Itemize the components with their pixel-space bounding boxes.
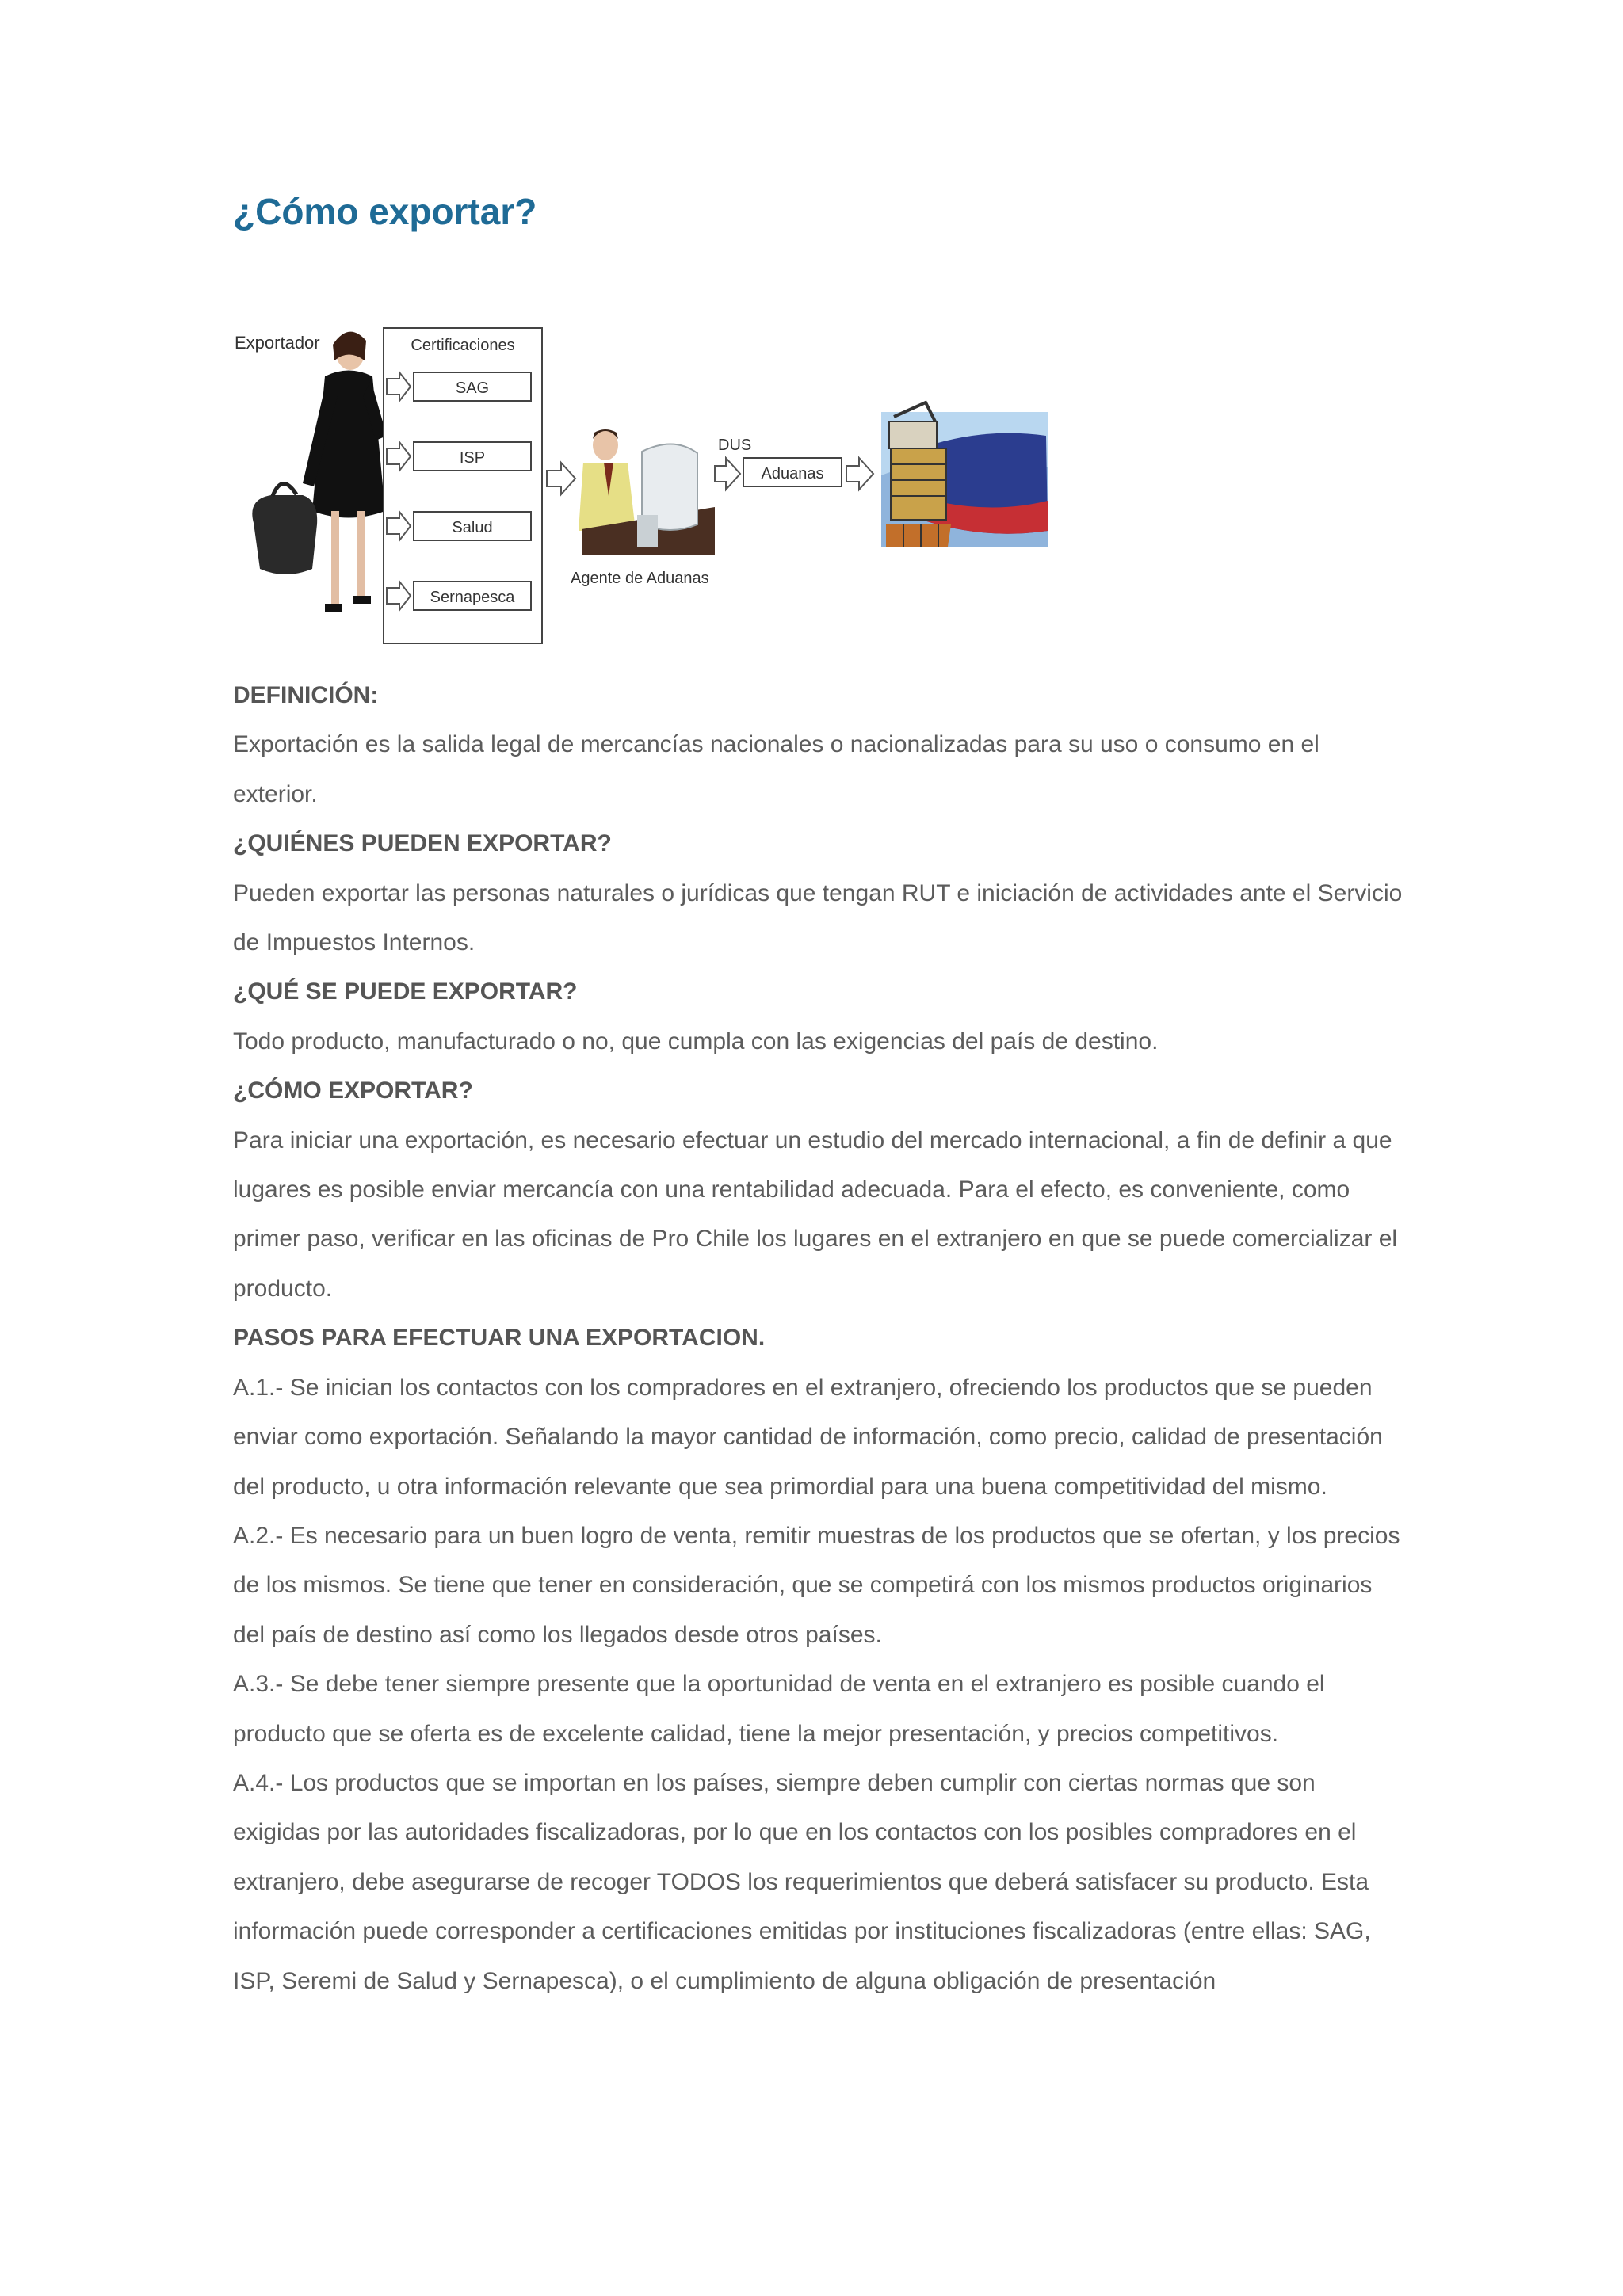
arrow-right-icon <box>715 458 740 490</box>
section-heading: ¿QUIÉNES PUEDEN EXPORTAR? <box>233 830 612 857</box>
exporter-figure-icon <box>252 332 387 612</box>
agent-label: Agente de Aduanas <box>571 570 709 587</box>
exporter-label: Exportador <box>235 333 320 353</box>
export-process-diagram <box>230 317 1070 650</box>
svg-text:ISP: ISP <box>459 449 486 467</box>
section-heading: ¿CÓMO EXPORTAR? <box>233 1077 473 1104</box>
arrow-right-icon <box>846 458 873 490</box>
section-heading: ¿QUÉ SE PUEDE EXPORTAR? <box>233 978 578 1005</box>
section-heading: DEFINICIÓN: <box>233 682 379 708</box>
section-paragraph: Todo producto, manufacturado o no, que cumpla con las exigencias del país de destino. <box>233 1028 1159 1055</box>
arrow-right-icon <box>547 463 575 494</box>
customs-agent-icon <box>579 429 715 555</box>
certifications-label: Certificaciones <box>411 337 515 354</box>
section-paragraph: Pueden exportar las personas naturales o jurídicas que tengan RUT e iniciación de actividades ante el Servicio de Impuestos Internos. <box>233 879 1403 956</box>
document-body <box>233 671 1406 2006</box>
step-paragraph: A.3.- Se debe tener siempre presente que la oportunidad de venta en el extranjero es posible cuando el producto que se oferta es de excelente calidad, tiene la mejor presentación, y precios competitivos. <box>233 1671 1325 1747</box>
step-paragraph: A.1.- Se inician los contactos con los compradores en el extranjero, ofreciendo los productos que se pueden enviar como exportación. Señalando la mayor cantidad de información, como precio, calidad de presentación del producto, u otra información relevante que sea primordial para una buena competitividad del mismo. <box>233 1374 1383 1500</box>
svg-text:Sernapesca: Sernapesca <box>430 589 515 606</box>
section-paragraph: Para iniciar una exportación, es necesario efectuar un estudio del mercado internacional, a fin de definir a que lugares es posible enviar mercancía con una rentabilidad adecuada. Para el efecto, es conveniente, como primer paso, verificar en las oficinas de Pro Chile los lugares en el extranjero en que se puede comercializar el producto. <box>233 1127 1398 1302</box>
svg-text:SAG: SAG <box>455 379 490 397</box>
svg-text:Salud: Salud <box>452 519 493 536</box>
section-heading: PASOS PARA EFECTUAR UNA EXPORTACION. <box>233 1325 766 1352</box>
customs-label: Aduanas <box>761 465 824 482</box>
step-paragraph: A.4.- Los productos que se importan en los países, siempre deben cumplir con ciertas normas que son exigidas por las autoridades fiscalizadoras, por lo que en los contactos con los posibles compradores en el extranjero, debe asegurarse de recoger TODOS los requerimientos que deberá satisfacer su producto. Esta información puede corresponder a certificaciones emitidas por instituciones fiscalizadoras (entre ellas: SAG, ISP, Seremi de Salud y Sernapesca), o el cumplimiento de alguna obligación de presentación <box>233 1769 1371 1994</box>
cargo-ship-icon <box>881 402 1048 547</box>
dus-label: DUS <box>718 437 752 454</box>
step-paragraph: A.2.- Es necesario para un buen logro de venta, remitir muestras de los productos que se ofertan, y los precios de los mismos. Se tiene que tener en consideración, que se competirá con los mismos productos originarios del país de destino así como los llegados desde otros países. <box>233 1522 1400 1648</box>
section-paragraph: Exportación es la salida legal de mercancías nacionales o nacionalizadas para su uso o consumo en el exterior. <box>233 731 1319 807</box>
page-title: ¿Cómo exportar? <box>233 191 537 232</box>
